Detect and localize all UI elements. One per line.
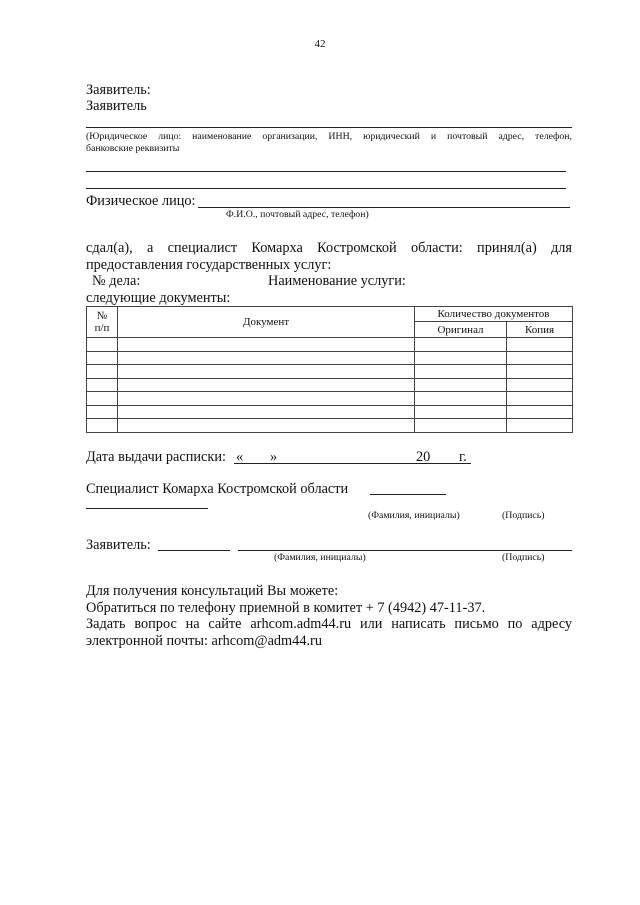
table-row [87,392,573,406]
table-row [87,405,573,419]
table-cell[interactable] [118,392,415,406]
applicant-line [86,127,572,128]
table-cell[interactable] [118,365,415,379]
date-close-quote: » [270,449,278,465]
table-cell[interactable] [118,378,415,392]
table-row [87,338,573,352]
table-cell[interactable] [87,405,118,419]
table-cell[interactable] [415,378,507,392]
table-cell[interactable] [507,405,573,419]
date-year-prefix: 20 [416,449,431,465]
page-number: 42 [314,38,326,50]
col-quantity-header: Количество документов [415,307,573,322]
table-cell[interactable] [118,338,415,352]
individual-hint: Ф.И.О., почтовый адрес, телефон) [226,209,369,220]
applicant-label: Заявитель: [86,82,151,98]
table-cell[interactable] [507,378,573,392]
table-cell[interactable] [118,419,415,433]
applicant-signature-hint: (Подпись) [502,552,545,563]
legal-entity-line-2 [86,188,566,189]
documents-table [86,306,573,433]
consultation-line-3: Задать вопрос на сайте arhcom.adm44.ru или написать письмо по адресу [86,616,572,632]
table-cell[interactable] [507,392,573,406]
table-row [87,351,573,365]
table-cell[interactable] [507,419,573,433]
receipt-date-label: Дата выдачи расписки: [86,449,226,465]
col-original-header: Оригинал [415,322,507,338]
applicant-name-hint: (Фамилия, инициалы) [274,552,366,563]
table-cell[interactable] [415,351,507,365]
table-cell[interactable] [87,338,118,352]
table-cell[interactable] [415,405,507,419]
specialist-name-hint: (Фамилия, инициалы) [368,510,460,521]
table-header-row [87,307,573,322]
consultation-line-1: Для получения консультаций Вы можете: [86,583,339,599]
table-cell[interactable] [415,392,507,406]
table-cell[interactable] [87,419,118,433]
col-number-header [87,307,118,338]
col-number-label-2: п/п [94,322,110,334]
case-number-label: № дела: [92,273,141,289]
individual-line [198,207,570,208]
applicant-sign-line-1[interactable] [158,550,230,551]
table-cell[interactable] [415,365,507,379]
legal-entity-hint-2: банковские реквизиты [86,143,180,154]
table-cell[interactable] [507,338,573,352]
col-document-header: Документ [118,307,415,338]
legal-entity-hint: (Юридическое лицо: наименование организации, ИНН, юридический и почтовый адрес, телефон, [86,131,572,142]
applicant-label-2: Заявитель [86,98,147,114]
legal-entity-line-1 [86,171,566,172]
table-cell[interactable] [415,338,507,352]
table-cell[interactable] [118,405,415,419]
specialist-line-2[interactable] [86,508,208,509]
specialist-label: Специалист Комарха Костромской области [86,481,349,497]
table-cell[interactable] [507,351,573,365]
col-copy-header: Копия [507,322,573,338]
table-cell[interactable] [87,378,118,392]
table-cell[interactable] [507,365,573,379]
table-cell[interactable] [415,419,507,433]
table-cell[interactable] [87,392,118,406]
applicant-sign-line-2[interactable] [238,550,572,551]
specialist-line-1[interactable] [370,494,446,495]
col-number-label-1: № [96,310,108,322]
documents-label: следующие документы: [86,290,231,306]
date-year-suffix: г. [459,449,467,465]
table-row [87,365,573,379]
specialist-signature-hint: (Подпись) [502,510,545,521]
body-line-1: сдал(а), а специалист Комарха Костромской области: принял(а) для [86,240,572,256]
table-cell[interactable] [87,365,118,379]
consultation-line-2: Обратиться по телефону приемной в комитет + 7 (4942) 47-11-37. [86,600,486,616]
date-open-quote: « [236,449,244,465]
individual-label: Физическое лицо: [86,193,196,209]
table-cell[interactable] [118,351,415,365]
table-row [87,378,573,392]
service-name-label: Наименование услуги: [268,273,406,289]
table-row [87,419,573,433]
receipt-date-line[interactable] [234,463,471,464]
body-line-2: предоставления государственных услуг: [86,257,332,273]
applicant-sign-label: Заявитель: [86,537,151,553]
table-cell[interactable] [87,351,118,365]
consultation-line-4: электронной почты: arhcom@adm44.ru [86,633,322,649]
